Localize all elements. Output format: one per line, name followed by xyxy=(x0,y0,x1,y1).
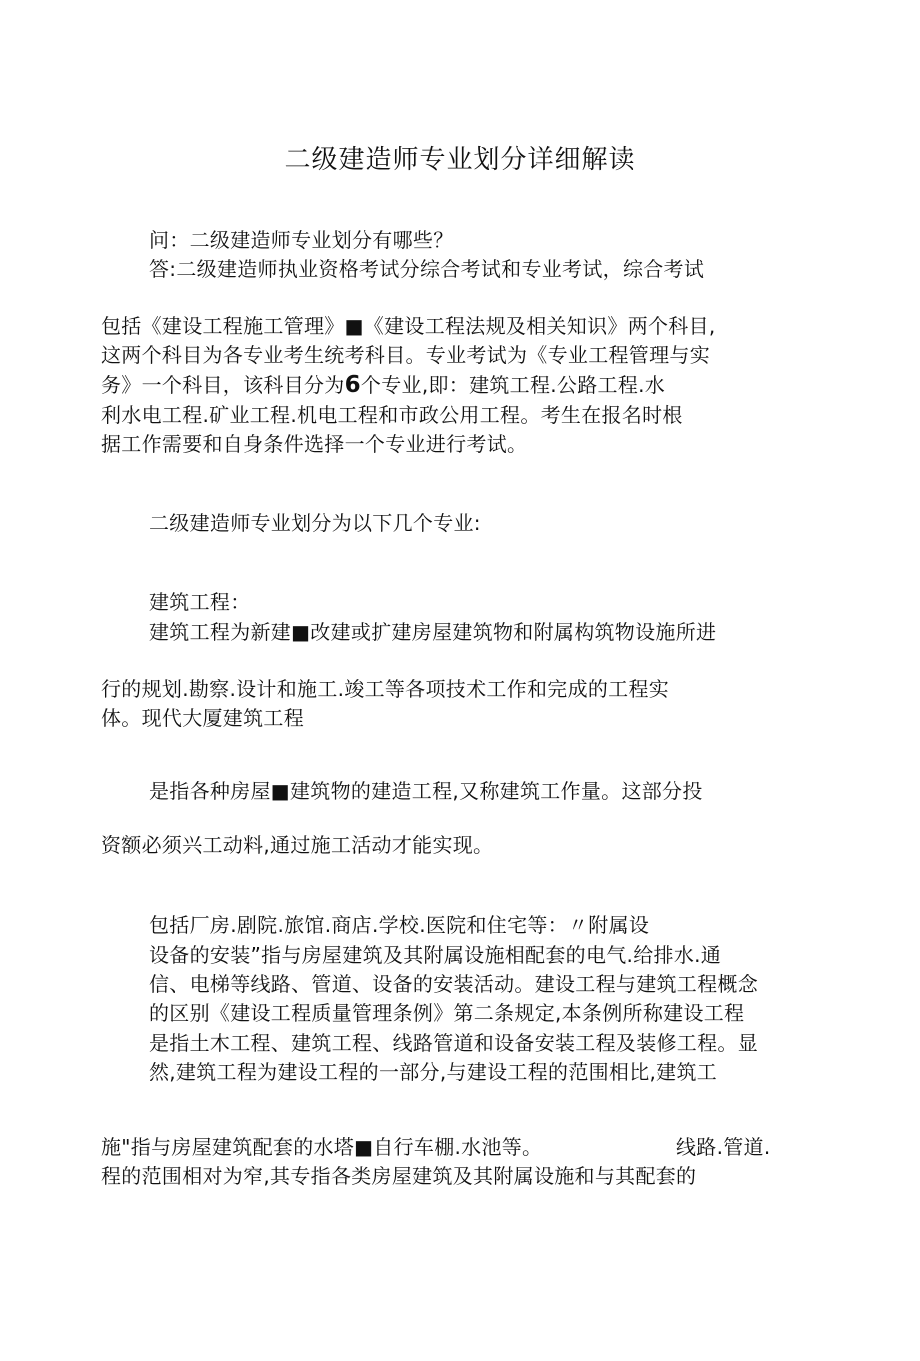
paragraph-line: 建筑工程为新建■改建或扩建房屋建筑物和附属构筑物设施所进 xyxy=(149,620,717,644)
paragraph-line: 然,建筑工程为建设工程的一部分,与建设工程的范围相比,建筑工 xyxy=(149,1060,718,1084)
paragraph-line: 据工作需要和自身条件选择一个专业进行考试。 xyxy=(101,432,528,456)
paragraph-line: 行的规划.勘察.设计和施工.竣工等各项技术工作和完成的工程实 xyxy=(101,677,670,701)
paragraph-line: 信、电梯等线路、管道、设备的安装活动。建设工程与建筑工程概念 xyxy=(149,972,758,996)
paragraph-fragment: 线路.管道. xyxy=(676,1135,771,1159)
document-title: 二级建造师专业划分详细解读 xyxy=(284,145,636,175)
paragraph-line: 包括《建设工程施工管理》■《建设工程法规及相关知识》两个科目, xyxy=(101,314,716,338)
paragraph-line: 设备的安装”指与房屋建筑及其附属设施相配套的电气.给排水.通 xyxy=(149,943,722,967)
paragraph-text: 个专业,即：建筑工程.公路工程.水 xyxy=(360,373,666,397)
paragraph-line: 这两个科目为各专业考生统考科目。专业考试为《专业工程管理与实 xyxy=(101,343,710,367)
paragraph-line: 利水电工程.矿业工程.机电工程和市政公用工程。考生在报名时根 xyxy=(101,403,683,427)
specialty-count: 6 xyxy=(344,372,361,398)
paragraph-line: 是指土木工程、建筑工程、线路管道和设备安装工程及装修工程。显 xyxy=(149,1031,758,1055)
paragraph-line: 施"指与房屋建筑配套的水塔■自行车棚.水池等。 xyxy=(101,1135,543,1159)
paragraph-text: 务》一个科目，该科目分为 xyxy=(101,373,345,397)
paragraph-line: 程的范围相对为窄,其专指各类房屋建筑及其附属设施和与其配套的 xyxy=(101,1164,697,1188)
question-line: 问：二级建造师专业划分有哪些？ xyxy=(149,228,454,252)
paragraph-line: 包括厂房.剧院.旅馆.商店.学校.医院和住宅等：〃附属设 xyxy=(149,913,650,937)
paragraph-line: 体。现代大厦建筑工程 xyxy=(101,706,304,730)
answer-line: 答:二级建造师执业资格考试分综合考试和专业考试，综合考试 xyxy=(149,257,705,281)
paragraph-line: 的区别《建设工程质量管理条例》第二条规定,本条例所称建设工程 xyxy=(149,1001,745,1025)
section-intro: 二级建造师专业划分为以下几个专业: xyxy=(149,511,481,535)
paragraph-line: 资额必须兴工动料,通过施工活动才能实现。 xyxy=(101,833,494,857)
paragraph-line xyxy=(101,372,665,398)
section-heading: 建筑工程： xyxy=(149,590,251,614)
paragraph-line: 是指各种房屋■建筑物的建造工程,又称建筑工作量。这部分投 xyxy=(149,779,703,803)
